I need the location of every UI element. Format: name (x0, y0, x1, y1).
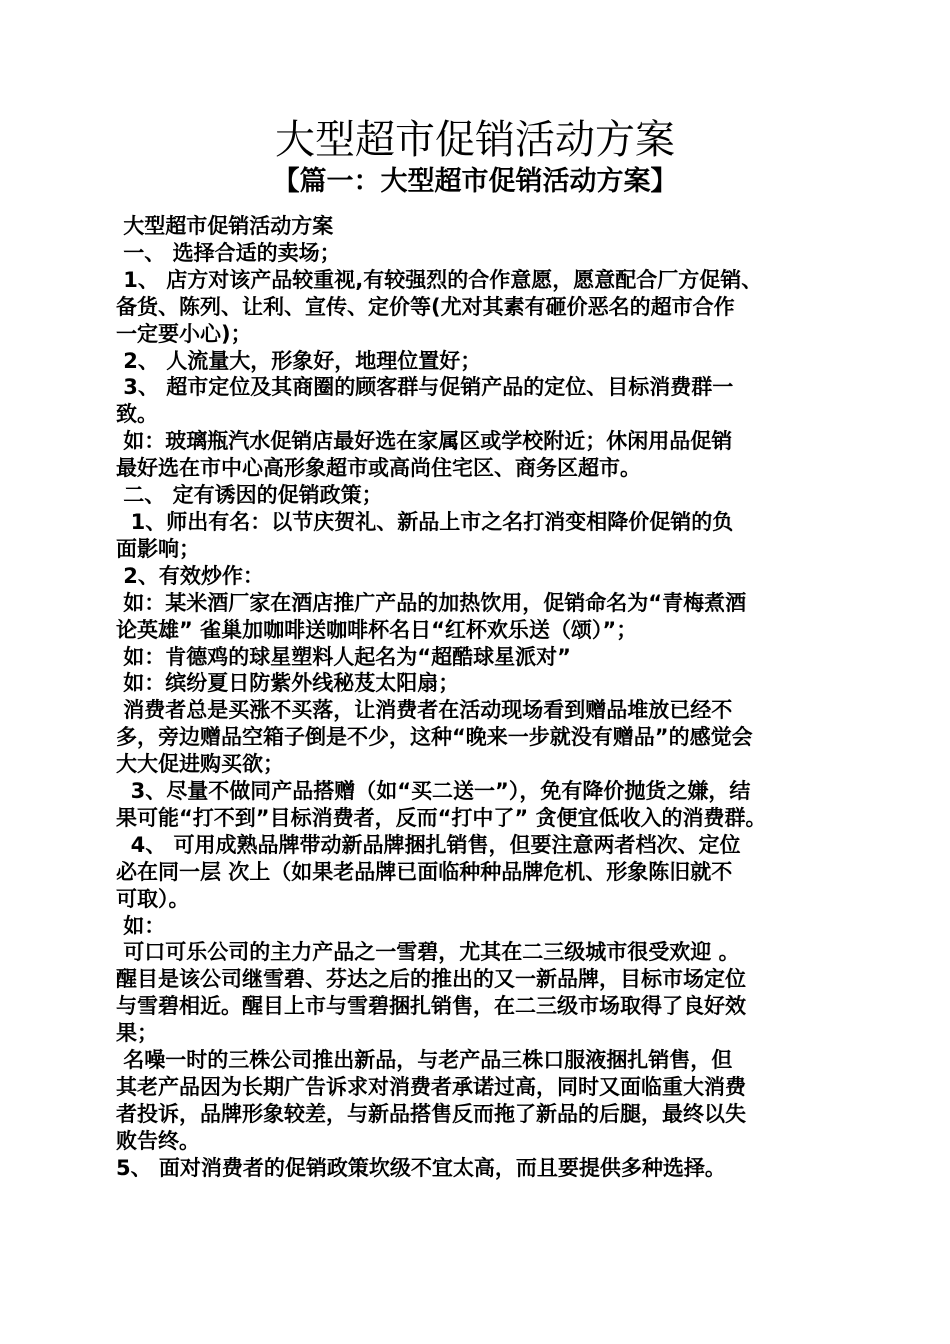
text-line: 1、师出有名：以节庆贺礼、新品上市之名打消变相降价促销的负 (116, 509, 734, 534)
text-line: 者投诉，品牌形象较差，与新品搭售反而拖了新品的后腿，最终以失 (116, 1101, 746, 1126)
text-line: 4、 可用成熟品牌带动新品牌捆扎销售，但要注意两者档次、定位 (116, 832, 741, 857)
text-line: 一、 选择合适的卖场； (116, 240, 341, 265)
text-line: 论英雄” 雀巢加咖啡送咖啡杯名日“红杯欢乐送（颂）”； (116, 617, 638, 642)
page-title: 大型超市促销活动方案 (275, 117, 675, 163)
text-line: 如：缤纷夏日防紫外线秘芨太阳扇； (116, 671, 460, 696)
text-line: 如：肯德鸡的球星塑料人起名为“超酷球星派对” (116, 644, 571, 669)
document-body (116, 213, 832, 1182)
text-line: 大大促进购买欲； (116, 752, 284, 777)
text-line: 消费者总是买涨不买落，让消费者在活动现场看到赠品堆放已经不 (116, 698, 733, 723)
text-line: 二、 定有诱因的促销政策； (116, 483, 383, 508)
text-line: 备货、陈列、让利、宣传、定价等(尤对其素有砸价恶名的超市合作 (116, 294, 735, 319)
text-line: 2、有效炒作： (116, 563, 264, 588)
text-line: 醒目是该公司继雪碧、芬达之后的推出的又一新品牌，目标市场定位 (116, 967, 746, 992)
text-line: 可取）。 (116, 886, 190, 911)
page-subtitle: 【篇一：大型超市促销活动方案】 (272, 166, 678, 197)
text-line: 2、 人流量大，形象好，地理位置好； (116, 348, 482, 373)
text-line: 如： (116, 913, 166, 938)
text-line: 多，旁边赠品空箱子倒是不少，这种“晚来一步就没有赠品”的感觉会 (116, 725, 753, 750)
text-line: 如：某米酒厂家在酒店推广产品的加热饮用，促销命名为“青梅煮酒 (116, 590, 747, 615)
text-line: 果； (116, 1021, 158, 1046)
text-line: 必在同一层 次上（如果老品牌已面临种种品牌危机、形象陈旧就不 (116, 859, 733, 884)
text-line: 5、 面对消费者的促销政策坎级不宜太高，而且要提供多种选择。 (116, 1155, 726, 1180)
text-line: 致。 (116, 402, 158, 427)
text-line: 败告终。 (116, 1128, 200, 1153)
text-line: 与雪碧相近。醒目上市与雪碧捆扎销售，在二三级市场取得了良好效 (116, 994, 746, 1019)
text-line: 3、尽量不做同产品搭赠（如“买二送一”），免有降价抛货之嫌，结 (116, 779, 751, 804)
text-line: 如：玻璃瓶汽水促销店最好选在家属区或学校附近；休闲用品促销 (116, 429, 733, 454)
text-line: 可口可乐公司的主力产品之一雪碧，尤其在二三级城市很受欢迎 。 (116, 940, 740, 965)
text-line: 3、 超市定位及其商圈的顾客群与促销产品的定位、目标消费群一 (116, 375, 734, 400)
text-line: 一定要小心)； (116, 321, 252, 346)
text-line: 面影响； (116, 536, 200, 561)
text-line: 其老产品因为长期广告诉求对消费者承诺过高，同时又面临重大消费 (116, 1075, 746, 1099)
text-line: 1、 店方对该产品较重视,有较强烈的合作意愿，愿意配合厂方促销、 (116, 267, 763, 292)
text-line: 名噪一时的三株公司推出新品，与老产品三株口服液捆扎销售，但 (116, 1048, 733, 1073)
text-line: 大型超市促销活动方案 (116, 214, 334, 238)
text-line: 果可能“打不到”目标消费者，反而“打中了” 贪便宜低收入的消费群。 (116, 805, 767, 830)
text-line: 最好选在市中心高形象超市或高尚住宅区、商务区超市。 (116, 456, 641, 481)
